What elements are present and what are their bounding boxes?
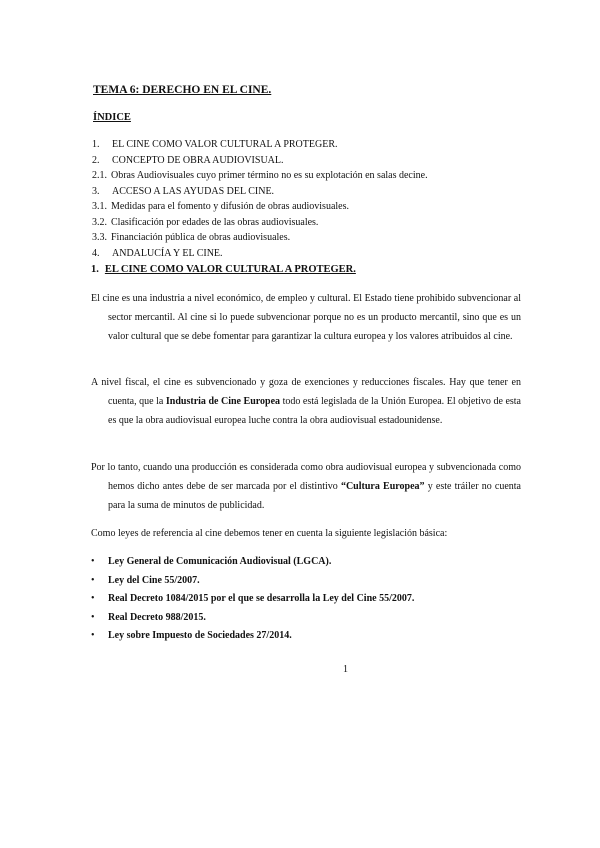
list-item [91,627,414,646]
section-title: EL CINE COMO VALOR CULTURAL A PROTEGER. [104,264,356,275]
bullet-icon: • [91,630,95,641]
toc-item-number: 3. [92,185,100,197]
list-item-text: Ley del Cine 55/2007. [108,574,200,586]
bullet-icon: • [91,574,95,586]
bullet-icon: • [91,556,95,567]
toc-item-text: Financiación pública de obras audiovisuales. [111,232,291,243]
legislation-list [91,553,414,646]
paragraph-text: y este tráiler no cuenta para la suma de minutos de publicidad. [108,481,521,511]
toc-item [92,199,522,215]
toc-item [92,215,522,231]
bullet-icon: • [91,593,95,604]
list-item [91,553,414,572]
list-item-text: Ley General de Comunicación Audiovisual (LGCA). [108,556,332,567]
section-heading [91,264,356,275]
bold-term: Industria de Cine Europea [165,396,281,407]
table-of-contents [92,137,522,261]
toc-item [92,137,522,153]
toc-item [92,230,522,246]
toc-item-number: 3.2. [92,216,107,228]
toc-item-text: Medidas para el fomento y difusión de obras audiovisuales. [111,201,349,212]
toc-item [92,168,522,184]
section-number: 1. [91,264,99,275]
document-title: TEMA 6: DERECHO EN EL CINE. [93,84,272,96]
toc-item-number: 2.1. [92,170,107,181]
page-number: 1 [343,664,348,675]
toc-item-number: 4. [92,247,100,259]
list-item-text: Real Decreto 1084/2015 por el que se desarrolla la Ley del Cine 55/2007. [108,593,415,604]
paragraph: El cine es una industria a nivel económico, de empleo y cultural. El Estado tiene prohibido subvencionar al sector mercantil. Al cine si lo puede subvencionar porque no es un producto mercantil, sino que es un valor cultural que se debe fomentar para garantizar la cultura europea y los valores atribuidos al cine. [91,293,521,342]
bold-term: “Cultura Europea” [340,481,425,492]
toc-item-text: ACCESO A LAS AYUDAS DEL CINE. [112,185,275,197]
paragraph-text: Por lo tanto, cuando una producción es considerada como obra audiovisual europea y subvencionada como hemos dicho antes debe de ser marcada por el distintivo [91,462,521,492]
paragraph: Como leyes de referencia al cine debemos tener en cuenta la siguiente legislación básica: [91,528,448,539]
toc-item-number: 2. [92,154,100,166]
list-item-text: Ley sobre Impuesto de Sociedades 27/2014. [108,630,292,641]
list-item [91,590,414,609]
toc-item-text: Obras Audiovisuales cuyo primer término no es su explotación en salas decine. [111,170,428,181]
index-heading: ÍNDICE [93,112,131,123]
toc-item [92,184,522,200]
toc-item-number: 3.3. [92,232,107,243]
paragraph-text: A nivel fiscal, el cine es subvencionado y goza de exenciones y reducciones fiscales. Hay que tener en cuenta, que la [91,377,521,407]
toc-item-text: CONCEPTO DE OBRA AUDIOVISUAL. [112,154,284,166]
toc-item-text: EL CINE COMO VALOR CULTURAL A PROTEGER. [112,139,338,150]
toc-item [92,246,522,262]
paragraph [91,373,521,430]
list-item [91,609,414,628]
toc-item-text: Clasificación por edades de las obras audiovisuales. [111,216,319,228]
toc-item-text: ANDALUCÍA Y EL CINE. [112,247,223,259]
toc-item-number: 1. [92,139,100,150]
toc-item [92,153,522,169]
list-item [91,572,414,591]
bullet-icon: • [91,611,95,623]
paragraph [91,458,521,515]
toc-item-number: 3.1. [92,201,107,212]
paragraph-text: todo está legislada de la Unión Europea. El objetivo de esta es que la obra audiovisual europea luche contra la obra audiovisual estadounidense. [108,396,521,426]
list-item-text: Real Decreto 988/2015. [108,611,206,623]
